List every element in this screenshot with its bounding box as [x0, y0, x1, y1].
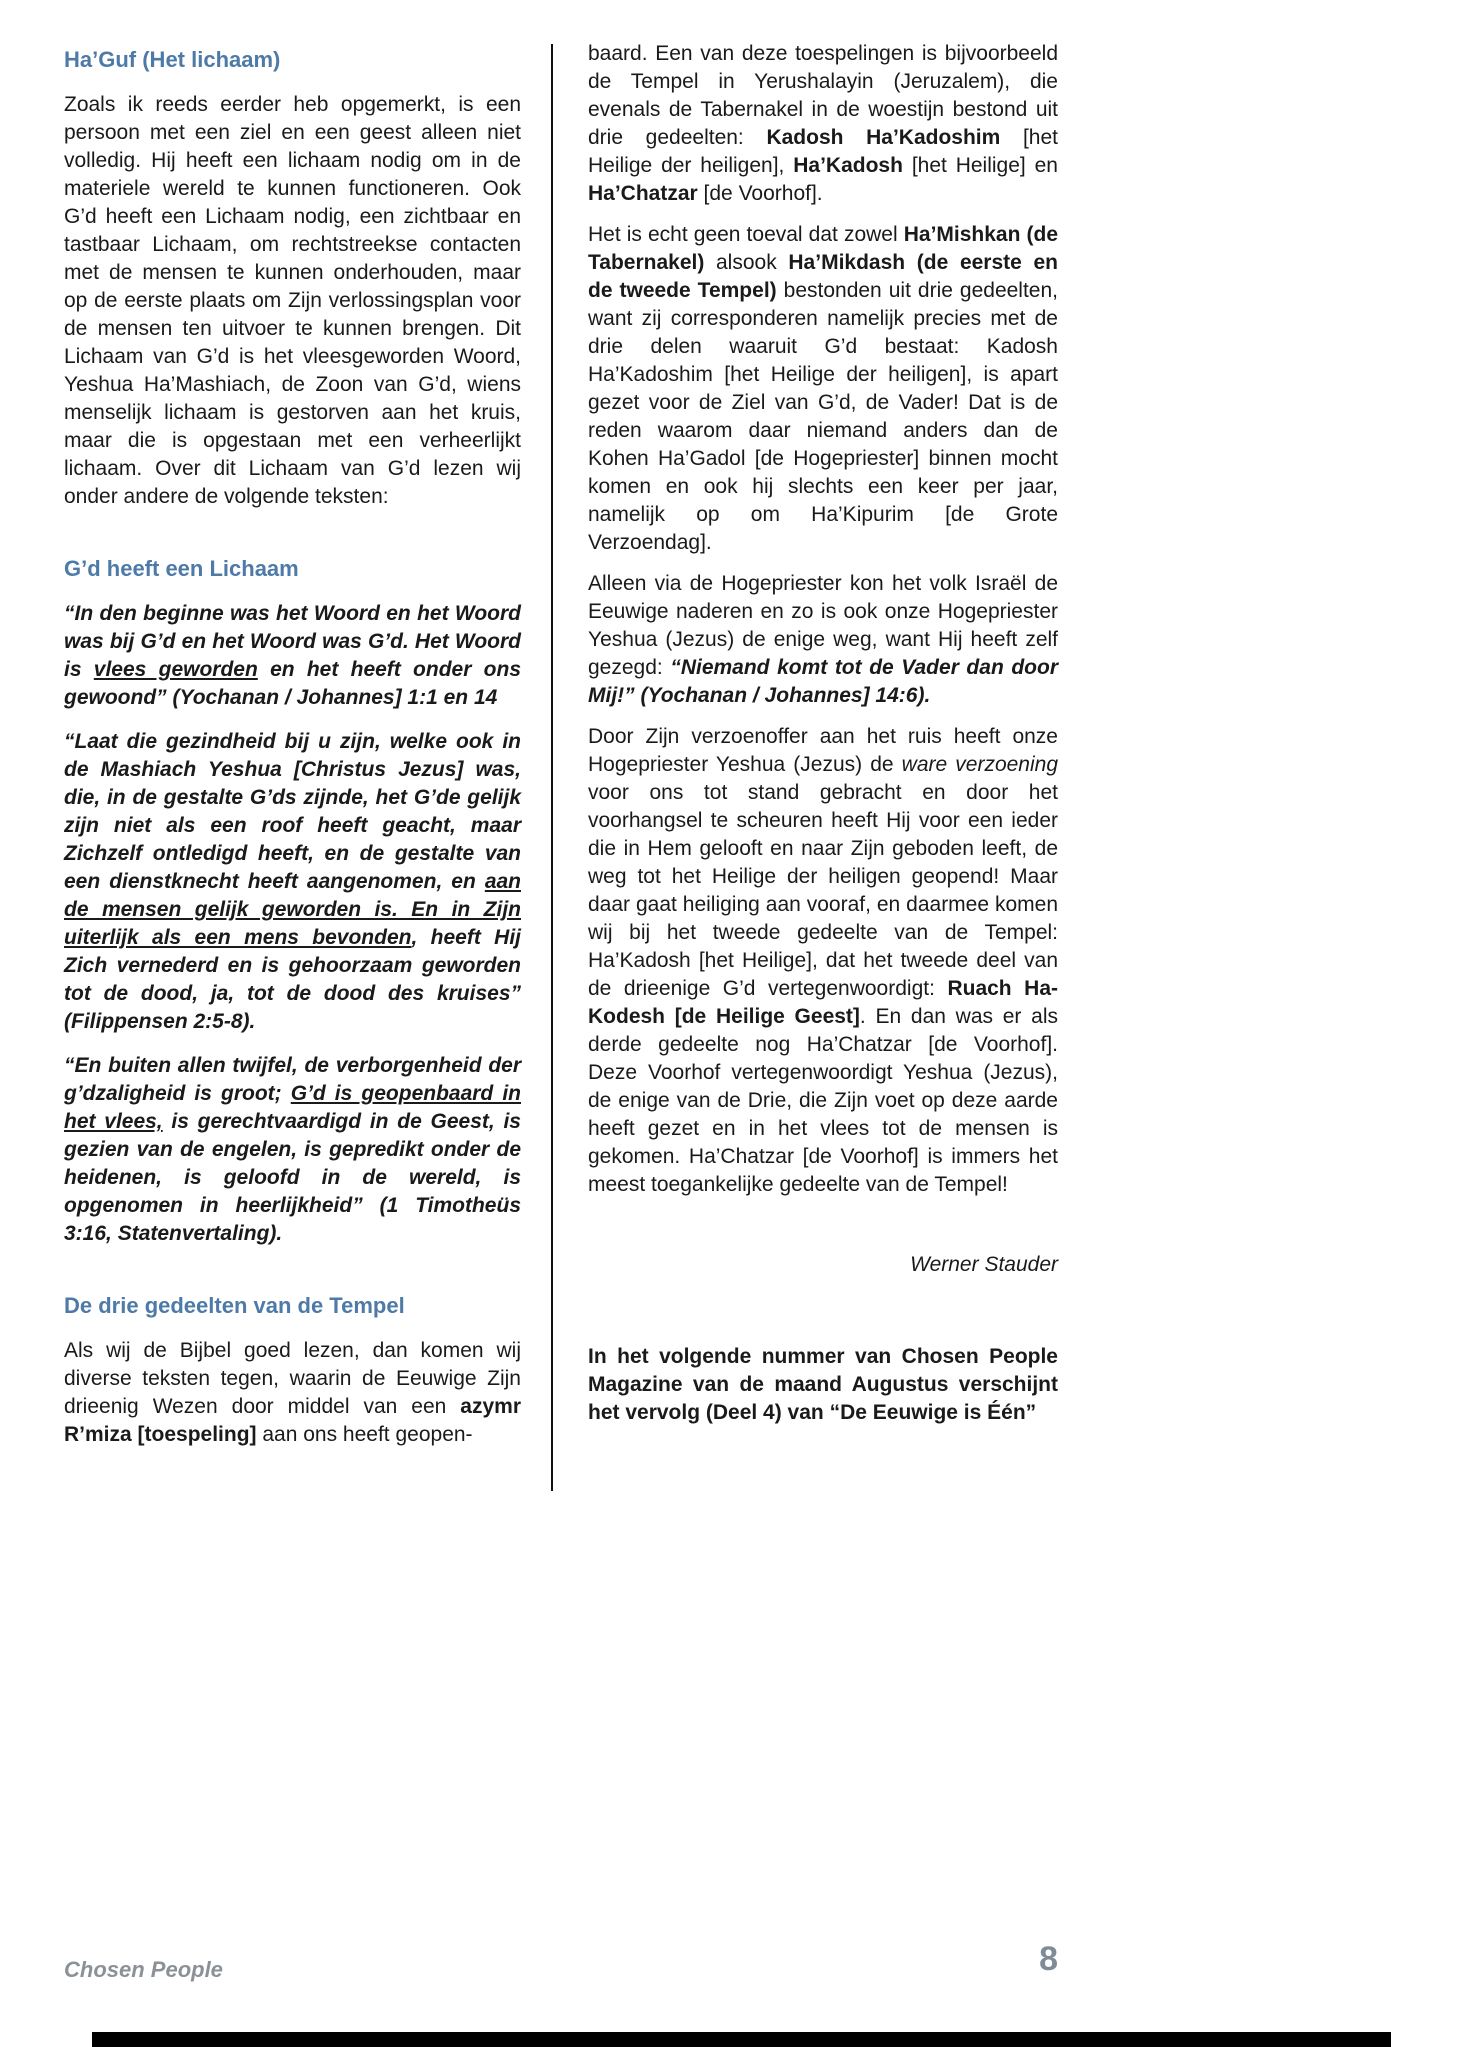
paragraph-hogepriester	[588, 570, 1058, 710]
paragraph-verzoenoffer	[588, 723, 1058, 1199]
text-run: is gerechtvaardigd in de Geest, is gezien van de engelen, is gepredikt onder de heidenen, is geloofd in de wereld, is opgenomen in heerlijkheid” (1 Timotheüs 3:16, Statenvertaling).	[64, 1110, 521, 1245]
text-run: [de Voorhof].	[697, 182, 823, 205]
paragraph-tempel-intro	[64, 1337, 521, 1449]
quote-timotheus	[64, 1052, 521, 1248]
text-run: Zoals ik reeds eerder heb opgemerkt, is een persoon met een ziel en een geest alleen niet volledig. Hij heeft een lichaam nodig om in de materiele wereld te kunnen functioneren. Ook G’d heeft een Lichaam nodig, een zichtbaar en tastbaar Lichaam, om rechtstreekse contacten met de mensen te kunnen onderhouden, maar op de eerste plaats om Zijn verlossingsplan voor de mensen ten uitvoer te kunnen brengen. Dit Lichaam van G’d is het vleesgeworden Woord, Yeshua Ha’Mashiach, de Zoon van G’d, wiens menselijk lichaam is gestorven aan het kruis, maar die is opgestaan met een verheerlijkt lichaam. Over dit Lichaam van G’d lezen wij onder andere de volgende teksten:	[64, 93, 521, 508]
text-run: , heeft Hij Zich vernederd en is gehoorzaam geworden tot de dood, ja, tot de dood des kruises” (Filippensen 2:5-8).	[64, 926, 521, 1033]
quote-johannes	[64, 600, 521, 712]
text-run: “In den beginne was het Woord en het Woord was bij G’d en het Woord was G’d. Het Woord is	[64, 602, 521, 681]
text-run: Het is echt geen toeval dat zowel	[588, 223, 904, 246]
page-number: 8	[1039, 1940, 1058, 1978]
text-run: ware verzoening	[901, 753, 1059, 776]
left-column	[64, 46, 521, 1462]
next-issue-announcement	[588, 1343, 1058, 1427]
paragraph-tempel-vervolg	[588, 40, 1058, 208]
text-run: bestonden uit drie gedeelten, want zij corresponderen namelijk precies met de drie delen waaruit G’d bestaat: Kadosh Ha’Kadoshim [het Heilige der heiligen], is apart gezet voor de Ziel van G’d, de Vader! Dat is de reden waarom daar niemand anders dan de Kohen Ha’Gadol [de Hogepriester] binnen mocht komen en ook hij slechts een keer per jaar, namelijk op om Ha’Kipurim [de Grote Verzoendag].	[588, 279, 1059, 554]
section-heading-tempel: De drie gedeelten van de Tempel	[64, 1293, 405, 1318]
paragraph-mishkan	[588, 221, 1058, 557]
text-run: aan ons heeft geopen-	[256, 1423, 473, 1446]
text-run: In het volgende nummer van Chosen People Magazine van de maand Augustus verschijnt het vervolg (Deel 4) van “De Eeuwige is Één”	[588, 1345, 1058, 1424]
text-run: Ha’Kadosh	[793, 154, 903, 177]
text-run: Als wij de Bijbel goed lezen, dan komen wij diverse teksten tegen, waarin de Eeuwige Zijn drieenig Wezen door middel van een	[64, 1339, 521, 1418]
text-run: “Niemand komt tot de Vader dan door Mij!” (Yochanan / Johannes] 14:6).	[588, 656, 1058, 707]
section-heading-lichaam: G’d heeft een Lichaam	[64, 556, 299, 581]
text-run: en het heeft onder ons gewoond” (Yochanan / Johannes] 1:1 en 14	[64, 658, 521, 709]
text-run: “Laat die gezindheid bij u zijn, welke ook in de Mashiach Yeshua [Christus Jezus] was, die, in de gestalte G’ds zijnde, het G’de gelijk zijn niet als een roof heeft geacht, maar Zichzelf ontledigd heeft, en de gestalte van een dienstknecht heeft aangenomen, en	[64, 730, 521, 893]
text-run: azymr R’miza [toespeling]	[64, 1395, 521, 1446]
text-run: “En buiten allen twijfel, de verborgenheid der g’dzaligheid is groot;	[64, 1054, 521, 1105]
scan-artifact-bar	[92, 2032, 1391, 2047]
text-run: Ruach Ha-Kodesh [de Heilige Geest]	[588, 977, 1058, 1028]
section-heading-haguf: Ha’Guf (Het lichaam)	[64, 47, 281, 72]
text-run: Kadosh Ha’Kadoshim	[766, 126, 1001, 149]
text-run: alsook	[704, 251, 789, 274]
quote-filippensen	[64, 728, 521, 1036]
text-run: aan de mensen gelijk geworden is. En in Zijn uiterlijk als een mens bevonden	[64, 870, 521, 949]
text-run: Alleen via de Hogepriester kon het volk Israël de Eeuwige naderen en zo is ook onze Hogepriester Yeshua (Jezus) de enige weg, want Hij heeft zelf gezegd:	[588, 572, 1058, 679]
text-run: [het Heilige] en	[902, 154, 1058, 177]
column-divider	[551, 44, 553, 1491]
text-run: voor ons tot stand gebracht en door het voorhangsel te scheuren heeft Hij voor een ieder die in Hem gelooft en naar Zijn geboden leeft, de weg tot het Heilige der heiligen geopend! Maar daar gaat heiliging aan vooraf, en daarmee komen wij bij het tweede gedeelte van de Tempel: Ha’Kadosh [het Heilige], dat het tweede deel van de drieenige G’d vertegenwoordigt:	[588, 781, 1058, 1000]
text-run: Ha’Mikdash (de eerste en de tweede Tempel)	[588, 251, 1059, 302]
text-run: Ha’Chatzar	[588, 182, 698, 205]
right-column	[588, 40, 1058, 1427]
text-run: . En dan was er als derde gedeelte nog Ha’Chatzar [de Voorhof]. Deze Voorhof vertegenwoordigt Yeshua (Jezus), de enige van de Drie, die Zijn voet op deze aarde heeft gezet en in het vlees tot de mensen is gekomen. Ha’Chatzar [de Voorhof] is immers het meest toegankelijke gedeelte van de Tempel!	[588, 1005, 1058, 1196]
text-run: Door Zijn verzoenoffer aan het ruis heeft onze Hogepriester Yeshua (Jezus) de	[588, 725, 1058, 776]
paragraph-intro	[64, 91, 521, 511]
text-run: vlees geworden	[93, 658, 258, 681]
text-run: [het Heilige der heiligen],	[588, 126, 1058, 177]
footer-brand: Chosen People	[64, 1957, 223, 1982]
author-signature	[588, 1251, 1058, 1279]
text-run: Ha’Mishkan (de Tabernakel)	[588, 223, 1058, 274]
text-run: Werner Stauder	[910, 1253, 1058, 1276]
text-run: G’d is geopenbaard in het vlees,	[64, 1082, 521, 1133]
text-run: baard. Een van deze toespelingen is bijvoorbeeld de Tempel in Yerushalayin (Jeruzalem), die evenals de Tabernakel in de woestijn bestond uit drie gedeelten:	[588, 42, 1058, 149]
